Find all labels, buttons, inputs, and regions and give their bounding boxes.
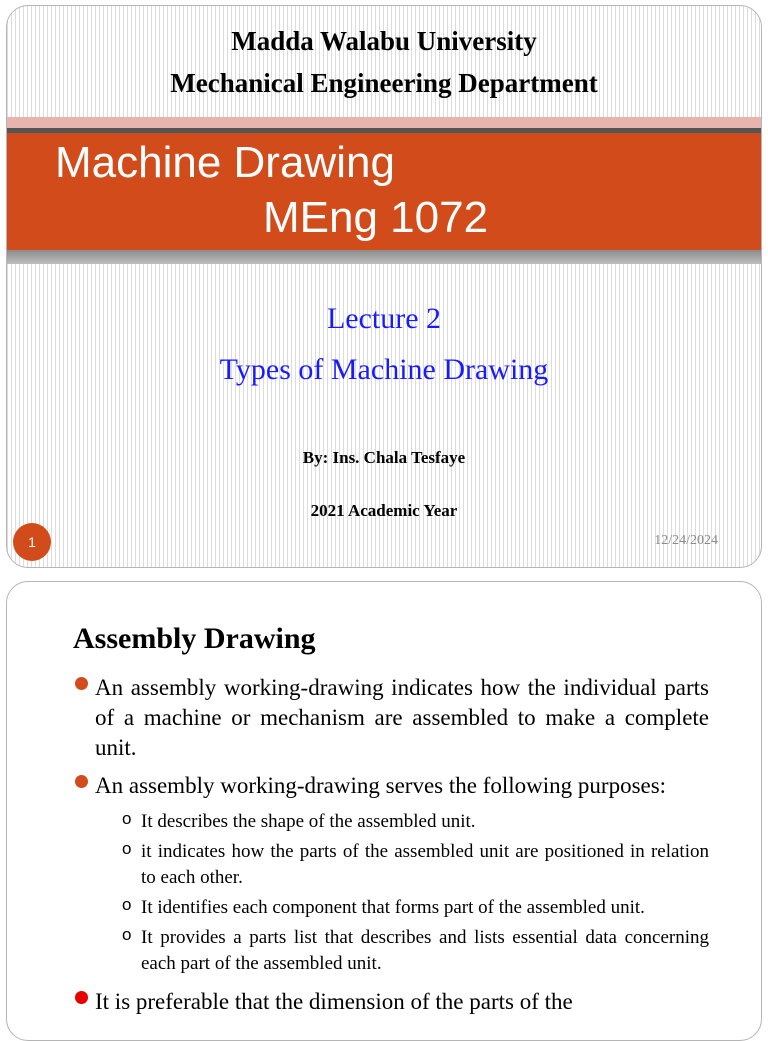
lecture-topic: Types of Machine Drawing [219, 353, 549, 386]
content-slide [6, 581, 762, 1041]
bullet-dot-icon [75, 775, 88, 788]
sub-bullet-text: It describes the shape of the assembled unit. [141, 811, 476, 832]
bullet-list [73, 673, 709, 1025]
circle-bullet-icon: o [122, 809, 132, 828]
sub-bullet-item [73, 925, 709, 977]
circle-bullet-icon: o [122, 839, 132, 858]
bullet-item [73, 771, 709, 801]
sub-bullet-item [73, 809, 709, 835]
bullet-dot-icon [75, 677, 88, 690]
bullet-text: An assembly working-drawing indicates how the individual parts of a machine or mechanism are assembled to make a complete unit. [95, 675, 709, 760]
circle-bullet-icon: o [122, 895, 132, 914]
decor-strip-gray [7, 250, 761, 264]
circle-bullet-icon: o [122, 925, 132, 944]
bullet-item [73, 987, 709, 1017]
department-name: Mechanical Engineering Department [170, 68, 598, 98]
slide-date: 12/24/2024 [654, 533, 718, 548]
bullet-text: It is preferable that the dimension of the parts of the [95, 989, 573, 1014]
sub-bullet-item [73, 895, 709, 921]
sub-bullet-text: It provides a parts list that describes and lists essential data concerning each part of the assembled unit. [141, 927, 709, 974]
bullet-text: An assembly working-drawing serves the following purposes: [95, 773, 667, 798]
decor-strip-pink [7, 117, 761, 128]
title-band [7, 133, 761, 250]
bullet-item [73, 673, 709, 763]
university-name: Madda Walabu University [231, 26, 537, 56]
sub-bullet-text: It identifies each component that forms part of the assembled unit. [141, 897, 645, 918]
course-code: MEng 1072 [263, 193, 489, 242]
course-title: Machine Drawing [55, 138, 395, 187]
title-slide [6, 5, 762, 568]
slide-heading: Assembly Drawing [73, 622, 316, 655]
page-number-badge: 1 [13, 523, 51, 561]
bullet-dot-icon [75, 991, 88, 1004]
sub-bullet-item [73, 839, 709, 891]
lecture-number: Lecture 2 [326, 302, 442, 335]
sub-bullet-text: it indicates how the parts of the assembled unit are positioned in relation to each other. [141, 841, 709, 888]
author: By: Ins. Chala Tesfaye [302, 448, 466, 467]
academic-year: 2021 Academic Year [310, 501, 458, 520]
